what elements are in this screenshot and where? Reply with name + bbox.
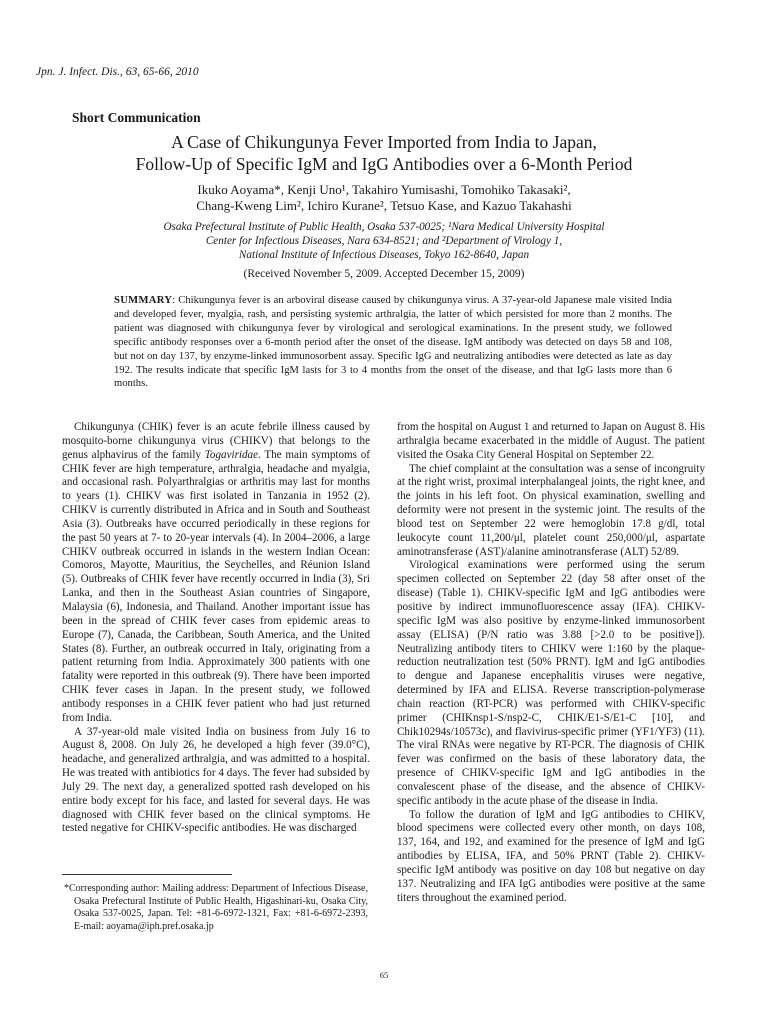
- footnote-divider: [62, 874, 232, 875]
- article-title-line-1: A Case of Chikungunya Fever Imported from India to Japan,: [171, 132, 597, 152]
- corresponding-author-footnote: *Corresponding author: Mailing address: Department of Infectious Disease, Osaka Prefectural Institute of Public Health, Higashinari-ku, Osaka City, Osaka 537-0025, Japan. Tel: +81-6-6972-1321, Fax: +81-6-6972-2393, E-mail: aoyama@iph.pref.osaka.jp: [64, 883, 368, 932]
- affiliation-line-3: National Institute of Infectious Diseases, Tokyo 162-8640, Japan: [238, 248, 530, 261]
- affiliation-line-2: Center for Infectious Diseases, Nara 634-8521; and ²Department of Virology 1,: [205, 234, 563, 247]
- author-list: [60, 182, 708, 214]
- body-paragraph: A 37-year-old male visited India on business from July 16 to August 8, 2008. On July 26, he developed a high fever (39.0°C), headache, and generalized arthralgia, and was admitted to a hospital. He was treated with antibiotics for 4 days. The fever had subsided by July 29. The next day, a generalized spotted rash developed on his entire body except for his face, and lasted for several days. He was diagnosed with CHIK fever based on the clinical symptoms. He tested negative for CHIKV-specific antibodies. He was discharged: [62, 725, 370, 835]
- authors-line-1: Ikuko Aoyama*, Kenji Uno¹, Takahiro Yumisashi, Tomohiko Takasaki²,: [197, 182, 571, 197]
- body-paragraph: [62, 421, 370, 726]
- body-paragraph: The chief complaint at the consultation was a sense of incongruity at the right wrist, proximal interphalangeal joints, the right knee, and the joints in his left foot. On physical examination, swelling and deformity were not present in the systemic joint. The results of the blood test on September 22 were hemoglobin 17.8 g/dl, total leukocyte count 11,200/μl, platelet count 250,000/μl, aspartate aminotransferase (AST)/alanine aminotransferase (ALT) 52/89.: [397, 462, 705, 558]
- paragraph-text: . The main symptoms of CHIK fever are high temperature, arthralgia, headache and myalgia, and occasional rash. Polyarthralgias or arthritis may last for months to years (1). CHIKV was first isolated in Tanzania in 1952 (2). CHIKV is currently distributed in Africa and in South and Southeast Asia (3). Outbreaks have occurred periodically in these regions for the past 50 years at 7- to 20-year intervals (4). In 2004–2006, a large CHIKV outbreak occurred in islands in the western Indian Ocean: Comoros, Mayotte, Mauritius, the Seychelles, and Réunion Island (5). Outbreaks of CHIK fever have recently occurred in India (3), Sri Lanka, and then in the Southeast Asian countries of Singapore, Malaysia (6), Indonesia, and Thailand. Another important issue has been in the spread of CHIK fever cases from epidemic areas to Europe (7), Canada, the Caribbean, South America, and the United States (8). Further, an outbreak occurred in Italy, originating from a patient returning from India. Approximately 300 patients with one fatality were reported in this outbreak (9). There have been imported CHIK fever cases in Japan. In the present study, we followed antibody responses in a CHIK fever patient who had just returned from India.: [62, 448, 371, 724]
- family-name: Togaviridae: [204, 448, 258, 461]
- body-paragraph: To follow the duration of IgM and IgG antibodies to CHIKV, blood specimens were collected every other month, on days 108, 137, 164, and 192, and examined for the presence of IgM and IgG antibodies by ELISA, IFA, and 50% PRNT (Table 2). CHIKV-specific IgM antibody was positive on day 108 but negative on day 137. Neutralizing and IFA IgG antibodies were positive at the same titers throughout the examined period.: [397, 808, 705, 904]
- received-dates: (Received November 5, 2009. Accepted December 15, 2009): [243, 268, 525, 280]
- page-number: 65: [379, 970, 389, 980]
- summary-label: SUMMARY: [114, 295, 173, 306]
- article-title-line-2: Follow-Up of Specific IgM and IgG Antibodies over a 6-Month Period: [135, 154, 633, 174]
- journal-reference: Jpn. J. Infect. Dis., 63, 65-66, 2010: [36, 66, 199, 78]
- summary-text: : Chikungunya fever is an arboviral disease caused by chikungunya virus. A 37-year-old Japanese male visited India and developed fever, myalgia, rash, and persisting systemic arthralgia, the latter of which persisted for more than 2 months. The patient was diagnosed with chikungunya fever by virological and serological examinations. In the present study, we followed specific antibody responses over a 6-month period after the onset of the disease. IgM antibody was detected on days 58 and 108, but not on day 137, by enzyme-linked immunosorbent assay. Specific IgG and neutralizing antibodies were detected as late as day 192. The results indicate that specific IgM lasts for 3 to 4 months from the onset of the disease, and that IgG lasts more than 6 months.: [114, 295, 672, 390]
- body-column-left: [62, 421, 370, 836]
- summary-abstract: [114, 294, 672, 391]
- affiliations: [60, 221, 708, 262]
- authors-line-2: Chang-Kweng Lim², Ichiro Kurane², Tetsuo Kase, and Kazuo Takahashi: [196, 198, 572, 213]
- body-paragraph: from the hospital on August 1 and returned to Japan on August 8. His arthralgia became exacerbated in the middle of August. The patient visited the Osaka City General Hospital on September 22.: [397, 421, 705, 461]
- paragraph-text: Chikungunya (CHIK) fever is an acute febrile illness caused by mosquito-borne chikungunya virus (CHIKV) that belongs to the genus alphavirus of the family: [62, 421, 370, 461]
- article-type: Short Communication: [72, 110, 201, 125]
- body-column-right: [397, 421, 705, 906]
- body-paragraph: Virological examinations were performed using the serum specimen collected on September 22 (day 58 after onset of the disease) (Table 1). CHIKV-specific IgM and IgG antibodies were positive by indirect immunofluorescence assay (IFA). CHIKV-specific IgM was also positive by enzyme-linked immunosorbent assay (ELISA) (P/N ratio was 3.88 [>2.0 to be positive]). Neutralizing antibody titers to CHIKV were 1:160 by the plaque-reduction neutralization test (50% PRNT). IgM and IgG antibodies to dengue and Japanese encephalitis viruses were negative, determined by IFA and ELISA. Reverse transcription-polymerase chain reaction (RT-PCR) was performed with CHIKV-specific primer (CHIKnsp1-S/nsp2-C, CHIK/E1-S/E1-C [10], and Chik10294s/10573c), and flavivirus-specific primer (YF1/YF3) (11). The viral RNAs were negative by RT-PCR. The diagnosis of CHIK fever was confirmed on the basis of these laboratory data, the presence of CHIKV-specific IgM and IgG antibodies in the convalescent phase of the disease, and the absence of CHIKV-specific antibody in the acute phase of the disease in India.: [397, 559, 705, 807]
- affiliation-line-1: Osaka Prefectural Institute of Public Health, Osaka 537-0025; ¹Nara Medical University Hospital: [163, 221, 605, 233]
